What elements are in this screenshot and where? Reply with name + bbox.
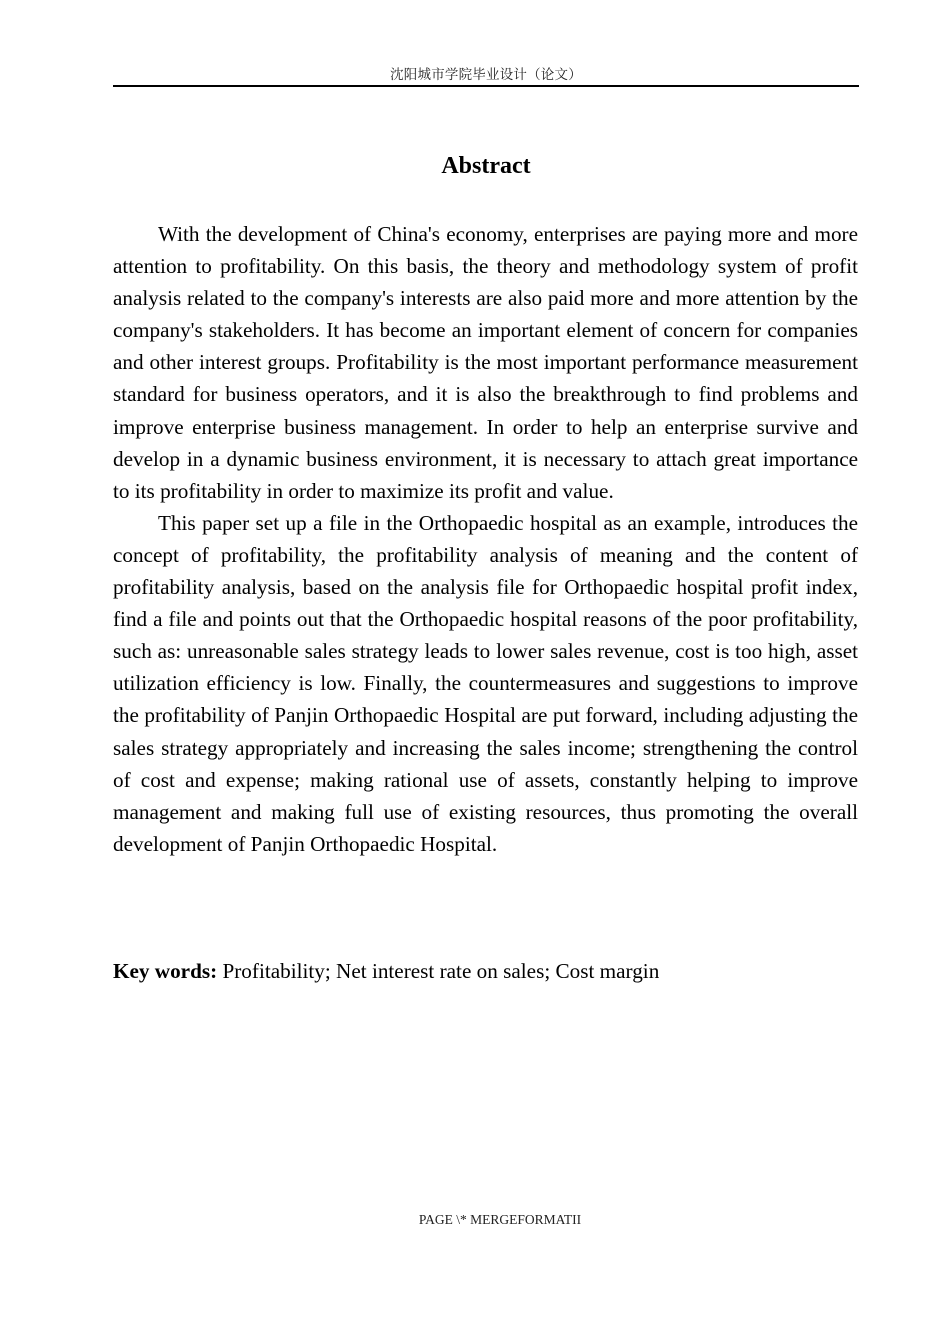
abstract-paragraph-2: This paper set up a file in the Orthopaedic hospital as an example, introduces the concept of profitability, the profitability analysis of meaning and the content of profitability analysis, based on the analysis file for Orthopaedic hospital profit index, find a file and points out that the Orthopaedic hospital reasons of the poor profitability, such as: unreasonable sales strategy leads to lower sales revenue, cost is too high, asset utilization efficiency is low. Finally, the countermeasures and suggestions to improve the profitability of Panjin Orthopaedic Hospital are put forward, including adjusting the sales strategy appropriately and increasing the sales income; strengthening the control of cost and expense; making rational use of assets, constantly helping to improve management and making full use of existing resources, thus promoting the overall development of Panjin Orthopaedic Hospital. — [113, 510, 858, 856]
running-header: 沈阳城市学院毕业设计（论文） — [390, 67, 582, 83]
abstract-title: Abstract — [441, 153, 531, 179]
keywords-label: Key words: — [113, 959, 218, 983]
keywords-line — [113, 956, 859, 986]
abstract-paragraph-1: With the development of China's economy, enterprises are paying more and more attention to profitability. On this basis, the theory and methodology system of profit analysis related to the company's interests are also paid more and more attention by the company's stakeholders. It has become an important element of concern for companies and other interest groups. Profitability is the most important performance measurement standard for business operators, and it is also the breakthrough to find problems and improve enterprise business management. In order to help an enterprise survive and develop in a dynamic business environment, it is necessary to attach great importance to its profitability in order to maximize its profit and value. — [113, 222, 858, 503]
abstract-body — [113, 218, 858, 860]
header-rule — [113, 85, 859, 87]
page-footer: PAGE \* MERGEFORMATII — [418, 1212, 582, 1227]
keywords-value: Profitability; Net interest rate on sales; Cost margin — [217, 959, 660, 983]
